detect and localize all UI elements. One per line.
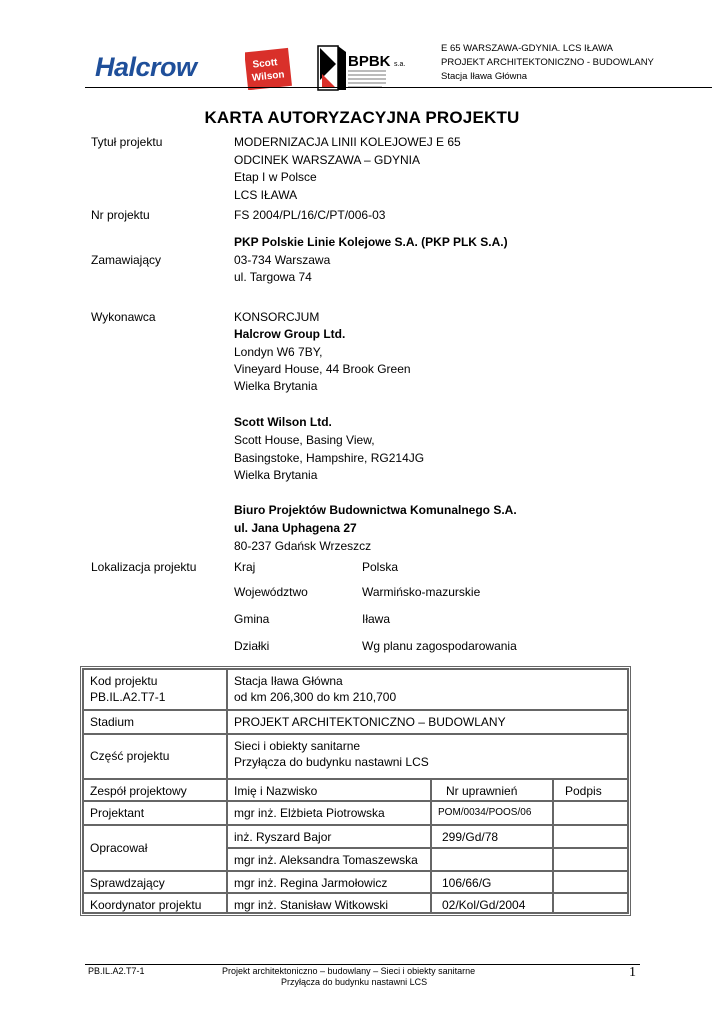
- footer-divider: [85, 964, 640, 965]
- head-zespol: Zespół projektowy: [83, 779, 227, 801]
- wyk-line-3: Londyn W6 7BY,: [234, 345, 323, 359]
- head-podpis: Podpis: [553, 779, 628, 801]
- row-koordynator-nr: 02/Kol/Gd/2004: [431, 893, 553, 913]
- row-projektant-role: Projektant: [83, 801, 227, 825]
- row-opracowal-nr-1: 299/Gd/78: [431, 825, 553, 848]
- lok-key-dzialki: Działki: [234, 639, 270, 653]
- tytul-line-1: MODERNIZACJA LINII KOLEJOWEJ E 65: [234, 135, 461, 149]
- row-projektant-podpis: [553, 801, 628, 825]
- row-opracowal-name-2: mgr inż. Aleksandra Tomaszewska: [227, 848, 431, 871]
- footer-line-1: Projekt architektoniczno – budowlany – Sieci i obiekty sanitarne: [222, 966, 476, 976]
- zam-line-3: ul. Targowa 74: [234, 270, 312, 284]
- stadium-value-cell: [227, 710, 628, 734]
- kod-label-cell: [83, 669, 227, 710]
- head-imie: Imię i Nazwisko: [227, 779, 431, 801]
- stadium-label: Stadium: [90, 715, 135, 729]
- row-opracowal-role: Opracował: [83, 825, 227, 871]
- scott-logo-line1: Scott: [252, 57, 279, 71]
- biuro-line-3: 80-237 Gdańsk Wrzeszcz: [234, 539, 372, 553]
- kod-value-1: Stacja Iława Główna: [234, 674, 343, 688]
- scott-wilson-logo: [245, 46, 293, 90]
- scott-line-4: Wielka Brytania: [234, 468, 318, 482]
- footer-code: PB.IL.A2.T7-1: [88, 966, 145, 976]
- header-line-2: PROJEKT ARCHITEKTONICZNO - BUDOWLANY: [441, 57, 654, 68]
- row-sprawdzajacy-role: Sprawdzający: [83, 871, 227, 893]
- bpbk-logo-suffix: s.a.: [394, 61, 406, 68]
- biuro-line-1: Biuro Projektów Budownictwa Komunalnego S.A.: [234, 503, 517, 517]
- row-opracowal-podpis-1: [553, 825, 628, 848]
- zam-label: Zamawiający: [91, 253, 162, 267]
- kod-value-2: od km 206,300 do km 210,700: [234, 690, 397, 704]
- lok-label: Lokalizacja projektu: [91, 560, 197, 574]
- nr-label: Nr projektu: [91, 208, 150, 222]
- biuro-line-2: ul. Jana Uphagena 27: [234, 521, 357, 535]
- row-koordynator-name: mgr inż. Stanisław Witkowski: [227, 893, 431, 913]
- row-projektant-nr: POM/0034/POOS/06: [431, 801, 553, 825]
- row-opracowal-nr-2: [431, 848, 553, 871]
- wyk-line-4: Vineyard House, 44 Brook Green: [234, 362, 411, 376]
- row-sprawdzajacy-nr: 106/66/G: [431, 871, 553, 893]
- czesc-label-cell: [83, 734, 227, 779]
- row-opracowal-name-1: inż. Ryszard Bajor: [227, 825, 431, 848]
- kod-label-1: Kod projektu: [90, 674, 158, 688]
- page-title: KARTA AUTORYZACYJNA PROJEKTU: [204, 108, 520, 127]
- row-opracowal-podpis-2: [553, 848, 628, 871]
- page-number: 1: [629, 965, 636, 980]
- lok-key-kraj: Kraj: [234, 560, 256, 574]
- stadium-label-cell: [83, 710, 227, 734]
- kod-value-cell: [227, 669, 628, 710]
- wyk-line-5: Wielka Brytania: [234, 379, 318, 393]
- bpbk-logo-text: BPBK: [348, 53, 391, 70]
- scott-line-2: Scott House, Basing View,: [234, 433, 375, 447]
- bpbk-logo: [316, 44, 416, 92]
- czesc-value-1: Sieci i obiekty sanitarne: [234, 739, 361, 753]
- lok-val-kraj: Polska: [362, 560, 399, 574]
- wyk-label: Wykonawca: [91, 310, 156, 324]
- lok-key-woj: Województwo: [234, 585, 308, 599]
- row-koordynator-podpis: [553, 893, 628, 913]
- row-sprawdzajacy-podpis: [553, 871, 628, 893]
- halcrow-logo: Halcrow: [95, 52, 197, 82]
- row-sprawdzajacy-name: mgr inż. Regina Jarmołowicz: [227, 871, 431, 893]
- lok-val-gmina: Iława: [362, 612, 391, 626]
- nr-value: FS 2004/PL/16/C/PT/006-03: [234, 208, 386, 222]
- scott-line-1: Scott Wilson Ltd.: [234, 415, 332, 429]
- header-line-1: E 65 WARSZAWA-GDYNIA. LCS IŁAWA: [441, 43, 613, 54]
- stadium-value: PROJEKT ARCHITEKTONICZNO – BUDOWLANY: [234, 715, 506, 729]
- tytul-line-4: LCS IŁAWA: [234, 188, 298, 202]
- tytul-line-3: Etap I w Polsce: [234, 170, 317, 184]
- czesc-value-cell: [227, 734, 628, 779]
- lok-val-woj: Warmińsko-mazurskie: [362, 585, 481, 599]
- scott-logo-line2: Wilson: [251, 69, 286, 84]
- czesc-label: Część projektu: [90, 749, 170, 763]
- header-info: [441, 42, 654, 84]
- header-divider: [85, 87, 712, 88]
- footer-line-2: Przyłącza do budynku nastawni LCS: [281, 977, 428, 987]
- czesc-value-2: Przyłącza do budynku nastawni LCS: [234, 755, 429, 769]
- lok-key-gmina: Gmina: [234, 612, 270, 626]
- tytul-line-2: ODCINEK WARSZAWA – GDYNIA: [234, 153, 421, 167]
- header-line-3: Stacja Iława Główna: [441, 71, 528, 82]
- tytul-label: Tytuł projektu: [91, 135, 163, 149]
- authorization-table: [80, 666, 631, 916]
- kod-label-2: PB.IL.A2.T7-1: [90, 690, 166, 704]
- row-projektant-name: mgr inż. Elżbieta Piotrowska: [227, 801, 431, 825]
- head-nr: Nr uprawnień: [431, 779, 553, 801]
- lok-val-dzialki: Wg planu zagospodarowania: [362, 639, 517, 653]
- zam-line-1: PKP Polskie Linie Kolejowe S.A. (PKP PLK S.A.): [234, 235, 508, 249]
- row-koordynator-role: Koordynator projektu: [83, 893, 227, 913]
- scott-line-3: Basingstoke, Hampshire, RG214JG: [234, 451, 425, 465]
- zam-line-2: 03-734 Warszawa: [234, 253, 331, 267]
- wyk-line-1: KONSORCJUM: [234, 310, 320, 324]
- wyk-line-2: Halcrow Group Ltd.: [234, 327, 346, 341]
